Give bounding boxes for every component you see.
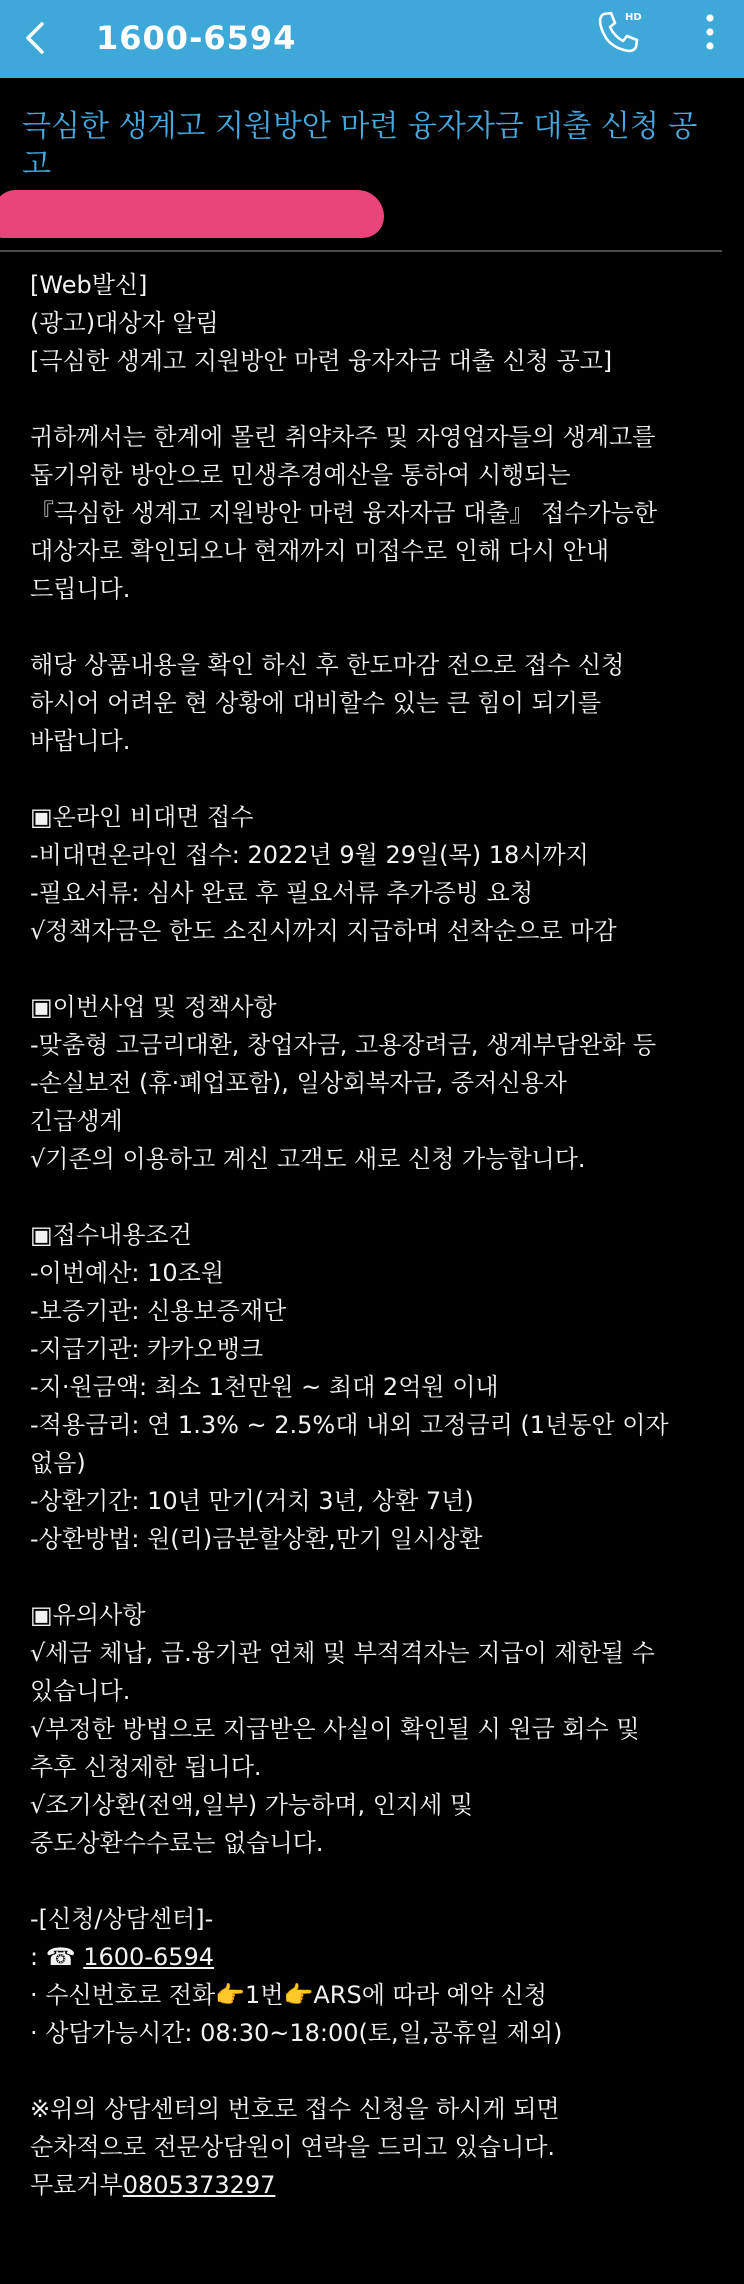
message-body xyxy=(0,252,744,2204)
chevron-left-icon xyxy=(16,10,62,66)
message-line: ▣유의사항 xyxy=(30,1601,146,1629)
sender-phone-number: 1600-6594 xyxy=(96,19,297,57)
redaction-mark xyxy=(0,190,384,238)
more-options-button[interactable] xyxy=(692,6,728,58)
message-line: · 상담가능시간: 08:30~18:00(토,일,공휴일 제외) xyxy=(30,2019,563,2047)
message-line: -맞춤형 고금리대환, 창업자금, 고용장려금, 생계부담완화 등 xyxy=(30,1031,657,1059)
message-line: [극심한 생계고 지원방안 마련 융자자금 대출 신청 공고] xyxy=(30,347,613,375)
contact-prefix: : ☎ xyxy=(30,1943,84,1971)
message-line: -적용금리: 연 1.3% ~ 2.5%대 내외 고정금리 (1년동안 이자 xyxy=(30,1411,669,1439)
blank-line xyxy=(30,1558,726,1596)
blank-line xyxy=(30,1862,726,1900)
hd-badge: HD xyxy=(625,12,642,23)
message-line: 긴급생계 xyxy=(30,1107,123,1135)
optout-line xyxy=(30,2166,726,2204)
message-line: 귀하께서는 한계에 몰린 취약차주 및 자영업자들의 생계고를 xyxy=(30,423,656,451)
message-line: 하시어 어려운 현 상황에 대비할수 있는 큰 힘이 되기를 xyxy=(30,689,602,717)
message-line: -이번예산: 10조원 xyxy=(30,1259,225,1287)
message-line: 중도상환수수료는 없습니다. xyxy=(30,1829,324,1857)
message-line: √부정한 방법으로 지급받은 사실이 확인될 시 원금 회수 및 xyxy=(30,1715,640,1743)
message-line: √기존의 이용하고 계신 고객도 새로 신청 가능합니다. xyxy=(30,1145,586,1173)
message-line: 해당 상품내용을 확인 하신 후 한도마감 전으로 접수 신청 xyxy=(30,651,625,679)
message-line: -상환기간: 10년 만기(거치 3년, 상환 7년) xyxy=(30,1487,474,1515)
contact-line xyxy=(30,1938,726,1976)
top-app-bar xyxy=(0,0,744,78)
message-line: -필요서류: 심사 완료 후 필요서류 추가증빙 요청 xyxy=(30,879,534,907)
blank-line xyxy=(30,380,726,418)
message-line: -지급기관: 카카오뱅크 xyxy=(30,1335,264,1363)
message-subject: 극심한 생계고 지원방안 마련 융자자금 대출 신청 공고 xyxy=(22,109,698,182)
optout-label: 무료거부 xyxy=(30,2171,123,2199)
message-line: 대상자로 확인되오나 현재까지 미접수로 인해 다시 안내 xyxy=(30,537,610,565)
message-line: √조기상환(전액,일부) 가능하며, 인지세 및 xyxy=(30,1791,474,1819)
message-line: 『극심한 생계고 지원방안 마련 융자자금 대출』 접수가능한 xyxy=(30,499,658,527)
contact-phone-link[interactable]: 1600-6594 xyxy=(83,1943,215,1971)
message-line: -손실보전 (휴·폐업포함), 일상회복자금, 중저신용자 xyxy=(30,1069,567,1097)
message-line: · 수신번호로 전화👉1번👉ARS에 따라 예약 신청 xyxy=(30,1981,547,2009)
message-line: ▣이번사업 및 정책사항 xyxy=(30,993,277,1021)
back-button[interactable] xyxy=(16,10,62,66)
blank-line xyxy=(30,950,726,988)
message-line: ▣접수내용조건 xyxy=(30,1221,192,1249)
optout-phone-link[interactable]: 0805373297 xyxy=(122,2171,276,2199)
message-line: -[신청/상담센터]- xyxy=(30,1905,214,1933)
message-line: ※위의 상담센터의 번호로 접수 신청을 하시게 되면 xyxy=(30,2095,560,2123)
message-line: √정책자금은 한도 소진시까지 지급하며 선착순으로 마감 xyxy=(30,917,617,945)
blank-line xyxy=(30,2052,726,2090)
more-vertical-icon xyxy=(692,6,728,58)
message-line: 없음) xyxy=(30,1449,86,1477)
blank-line xyxy=(30,760,726,798)
message-line: 추후 신청제한 됩니다. xyxy=(30,1753,262,1781)
blank-line xyxy=(30,1178,726,1216)
message-line: 바랍니다. xyxy=(30,727,131,755)
message-line: √세금 체납, 금.융기관 연체 및 부적격자는 지급이 제한될 수 xyxy=(30,1639,655,1667)
message-line: 돕기위한 방안으로 민생추경예산을 통하여 시행되는 xyxy=(30,461,571,489)
message-line: 순차적으로 전문상담원이 연락을 드리고 있습니다. xyxy=(30,2133,556,2161)
message-line: -비대면온라인 접수: 2022년 9월 29일(목) 18시까지 xyxy=(30,841,589,869)
message-line: (광고)대상자 알림 xyxy=(30,309,219,337)
message-line: [Web발신] xyxy=(30,271,148,299)
message-line: -지·원금액: 최소 1천만원 ~ 최대 2억원 이내 xyxy=(30,1373,499,1401)
hd-call-button[interactable] xyxy=(594,6,646,58)
message-line: -보증기관: 신용보증재단 xyxy=(30,1297,287,1325)
phone-hd-icon xyxy=(594,6,646,58)
message-line: -상환방법: 원(리)금분할상환,만기 일시상환 xyxy=(30,1525,483,1553)
message-line: 드립니다. xyxy=(30,575,131,603)
blank-line xyxy=(30,608,726,646)
message-line: ▣온라인 비대면 접수 xyxy=(30,803,254,831)
message-line: 있습니다. xyxy=(30,1677,131,1705)
